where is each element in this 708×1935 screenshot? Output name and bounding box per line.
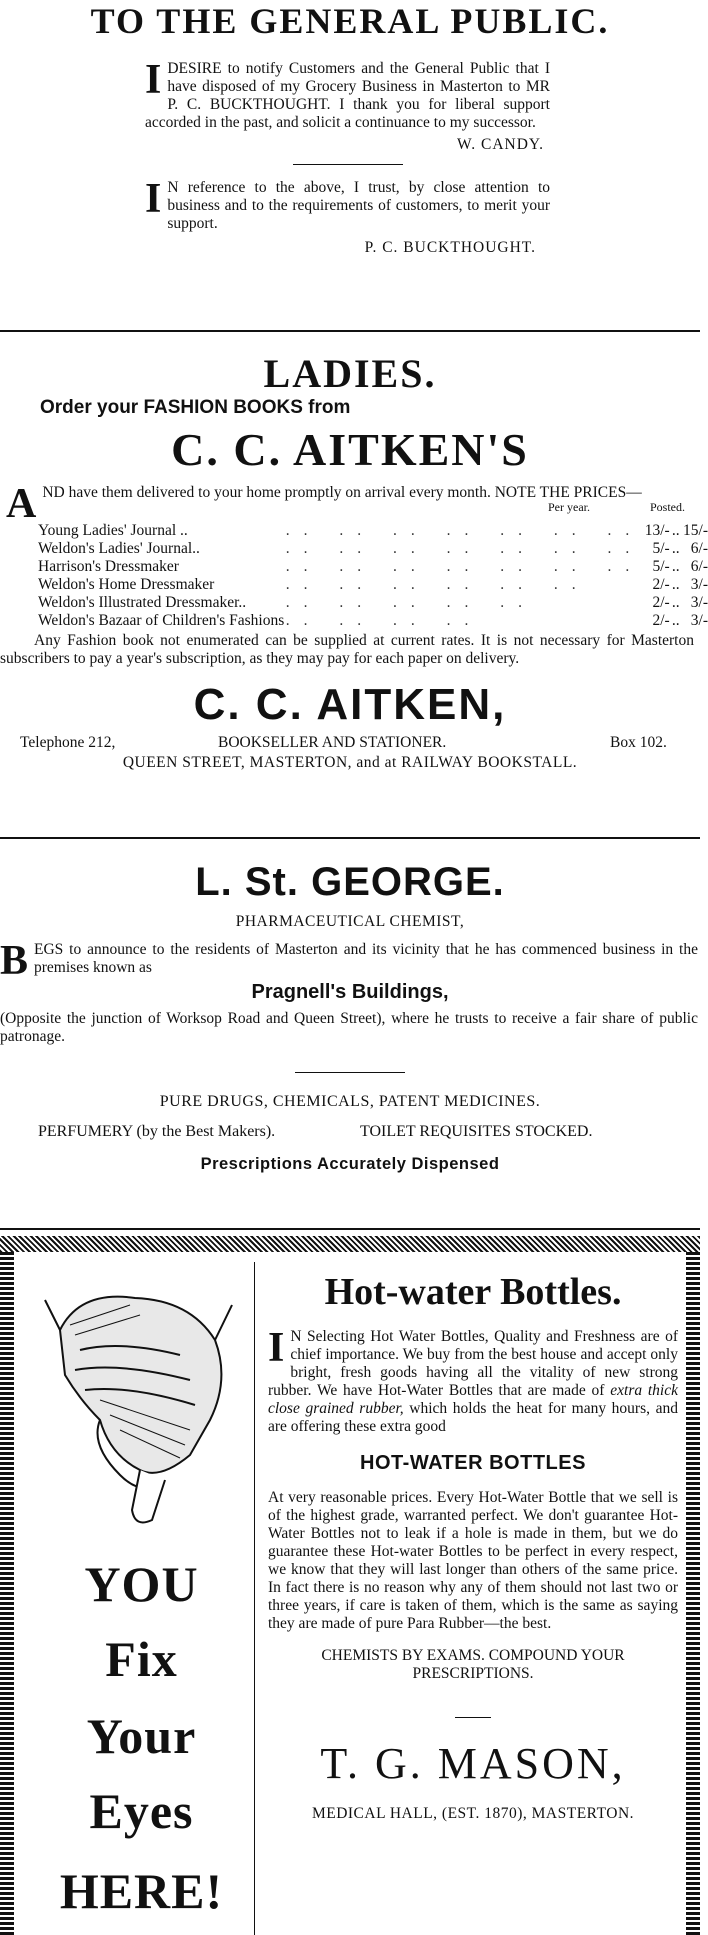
aitken-contact-line xyxy=(0,734,700,754)
price-title: Weldon's Illustrated Dressmaker.. xyxy=(38,593,247,611)
price-row xyxy=(38,522,708,540)
posted-header: Posted. xyxy=(650,499,686,514)
price-per-year: 5/- xyxy=(652,557,670,575)
aitken-footer-name: C. C. AITKEN, xyxy=(193,679,507,729)
aitken-price-headers xyxy=(0,500,700,514)
candy-dropcap-2: I xyxy=(145,175,162,222)
price-per-year: 2/- xyxy=(652,611,670,629)
price-per-year: 5/- xyxy=(652,539,670,557)
price-posted: 3/- xyxy=(690,593,708,611)
aitken-shop-name: C. C. AITKEN'S xyxy=(171,424,529,475)
mason-left-word: HERE! xyxy=(59,1863,224,1919)
divider-rule-1 xyxy=(0,330,700,332)
aitken-trade: BOOKSELLER AND STATIONER. xyxy=(218,733,447,751)
mason-left-border xyxy=(0,1252,14,1935)
mason-chemists-line: CHEMISTS BY EXAMS. COMPOUND YOUR PRESCRIPTIONS. xyxy=(321,1647,625,1682)
price-title: Weldon's Bazaar of Children's Fashions xyxy=(38,611,285,629)
price-dots: .. .. .. .. .. .. .. xyxy=(285,521,644,539)
stgeorge-name: L. St. GEORGE. xyxy=(195,860,505,904)
price-posted: 6/- xyxy=(690,557,708,575)
candy-headline: TO THE GENERAL PUBLIC. xyxy=(90,1,610,41)
price-posted: 15/- xyxy=(683,521,708,539)
mason-left-word: Fix xyxy=(105,1631,178,1687)
aitken-dropcap: A xyxy=(6,480,37,527)
price-dots: .. .. .. .. .. .. .. xyxy=(285,539,644,557)
stgeorge-toilet: TOILET REQUISITES STOCKED. xyxy=(360,1123,593,1140)
stgeorge-intro-text: EGS to announce to the residents of Masterton and its vicinity that he has commenced business in the premises known as xyxy=(34,941,698,976)
mason-left-word: Your xyxy=(86,1708,197,1764)
aitken-headline: LADIES. xyxy=(263,351,437,396)
stgeorge-location: (Opposite the junction of Worksop Road and Queen Street), where he trusts to receive a fair share of public patronage. xyxy=(0,1010,698,1045)
price-separator: .. xyxy=(671,539,680,557)
mason-headline: Hot-water Bottles. xyxy=(324,1271,622,1313)
mason-dropcap: I xyxy=(268,1325,285,1371)
candy-paragraph-1-text: DESIRE to notify Customers and the General Public that I have disposed of my Grocery Business in Masterton to MR P. C. BUCKTHOUGHT. I thank you for liberal support accorded in the past, and solicit a continuance to my successor. xyxy=(145,59,550,131)
price-separator: .. xyxy=(671,575,680,593)
price-title: Weldon's Ladies' Journal.. xyxy=(38,539,200,557)
mason-para1-end: which holds the heat for many hours, and are offering these extra good xyxy=(268,1400,678,1435)
mason-paragraph-2: At very reasonable prices. Every Hot-Water Bottle that we sell is of the highest grade, warranted perfect. We don't guarantee Hot-Water Bottles not to leak if a hole is made in them, but we do guarantee these Hot-water Bottles to be perfect in every respect, we know that they will last longer than others of the same price. In fact there is no reason why any of them should not last two or three years, if care is taken of them, which is the same as saying they are made of pure Para Rubber—the best. xyxy=(268,1489,678,1632)
divider-rule-3 xyxy=(0,1228,700,1230)
candy-paragraph-2 xyxy=(145,175,550,233)
aitken-intro-text: ND have them delivered to your home promptly on arrival every month. NOTE THE PRICES— xyxy=(42,483,642,501)
mason-divider xyxy=(455,1717,491,1718)
mason-right-border xyxy=(686,1252,700,1935)
price-dots: .. .. .. .. .. xyxy=(285,593,537,611)
mason-left-word: YOU xyxy=(84,1556,199,1612)
mason-address: MEDICAL HALL, (EST. 1870), MASTERTON. xyxy=(311,1805,635,1822)
mason-right-column xyxy=(268,1270,678,1823)
stgeorge-profession: PHARMACEUTICAL CHEMIST, xyxy=(235,913,465,930)
stgeorge-advert xyxy=(0,860,700,1174)
stgeorge-perfumery: PERFUMERY (by the Best Makers). xyxy=(38,1123,276,1140)
mason-top-border xyxy=(0,1236,700,1252)
aitken-subhead: Order your FASHION BOOKS from xyxy=(40,397,351,418)
price-posted: 3/- xyxy=(690,611,708,629)
mason-left-word: Eyes xyxy=(89,1783,194,1839)
stgeorge-intro xyxy=(0,938,698,984)
candy-signature-2: P. C. BUCKTHOUGHT. xyxy=(364,238,536,256)
mason-subhead: HOT-WATER BOTTLES xyxy=(360,1452,586,1474)
candy-signature-1: W. CANDY. xyxy=(457,135,544,153)
stgeorge-dropcap: B xyxy=(0,938,29,984)
stgeorge-line-2 xyxy=(0,1123,700,1145)
aitken-telephone: Telephone 212, xyxy=(20,733,116,751)
mason-name: T. G. MASON, xyxy=(320,1739,626,1788)
price-row xyxy=(38,540,708,558)
candy-notice xyxy=(0,0,700,257)
candy-dropcap-1: I xyxy=(145,56,162,103)
price-posted: 6/- xyxy=(690,539,708,557)
price-separator: .. xyxy=(671,611,680,629)
divider-rule-2 xyxy=(0,837,700,839)
price-per-year: 2/- xyxy=(652,575,670,593)
candy-paragraph-1 xyxy=(145,56,550,132)
price-dots: .. .. .. .. xyxy=(285,611,483,629)
price-per-year: 13/- xyxy=(644,521,670,539)
price-posted: 3/- xyxy=(690,575,708,593)
candy-divider xyxy=(293,164,403,165)
mason-para1-italic: extra thick close grained rubber, xyxy=(268,1382,678,1417)
price-per-year: 2/- xyxy=(652,593,670,611)
aitken-box: Box 102. xyxy=(610,733,667,751)
mason-para1-start: N Selecting Hot Water Bottles, Quality and Freshness are of chief importance. We buy from the best house and accept only bright, fresh goods having all the vitality of new strong rubber. We have Hot-Water Bottles that are made of xyxy=(268,1328,678,1399)
aitken-price-table xyxy=(38,522,708,630)
price-dots: .. .. .. .. .. .. xyxy=(285,575,590,593)
price-separator: .. xyxy=(671,557,680,575)
price-title: Harrison's Dressmaker xyxy=(38,557,179,575)
price-row xyxy=(38,594,708,612)
price-row xyxy=(38,558,708,576)
price-row xyxy=(38,612,708,630)
stgeorge-divider xyxy=(295,1072,405,1073)
price-row xyxy=(38,576,708,594)
stgeorge-line-1: PURE DRUGS, CHEMICALS, PATENT MEDICINES. xyxy=(159,1093,541,1110)
aitken-advert xyxy=(0,350,708,772)
stgeorge-building: Pragnell's Buildings, xyxy=(251,981,449,1003)
price-separator: .. xyxy=(671,521,680,539)
price-title: Weldon's Home Dressmaker xyxy=(38,575,215,593)
pointing-hand-icon xyxy=(40,1270,240,1535)
price-separator: .. xyxy=(671,593,680,611)
price-title: Young Ladies' Journal .. xyxy=(38,521,188,539)
mason-paragraph-1 xyxy=(268,1325,678,1436)
stgeorge-line-3: Prescriptions Accurately Dispensed xyxy=(200,1155,500,1173)
candy-paragraph-2-text: N reference to the above, I trust, by close attention to business and to the requirements of customers, to merit your support. xyxy=(167,178,550,232)
aitken-note: Any Fashion book not enumerated can be supplied at current rates. It is not necessary for Masterton subscribers to pay a year's subscription, as they may pay for each paper on delivery. xyxy=(0,631,694,667)
per-year-header: Per year. xyxy=(548,499,590,514)
aitken-address: QUEEN STREET, MASTERTON, and at RAILWAY BOOKSTALL. xyxy=(122,753,578,771)
price-dots: .. .. .. .. .. .. .. xyxy=(285,557,644,575)
